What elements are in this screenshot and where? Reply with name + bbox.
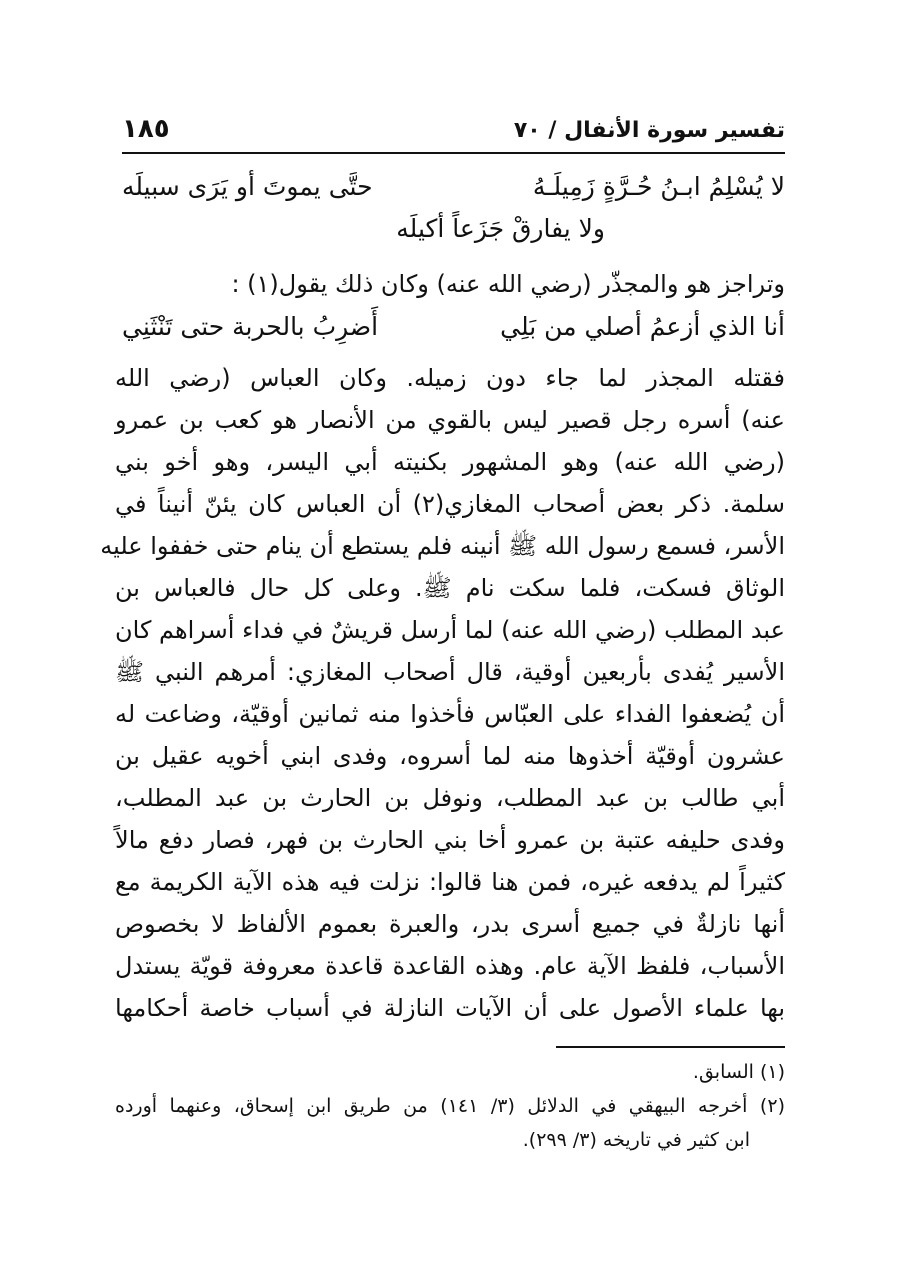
body-line: الأسر، فسمع رسول الله ﷺ أنينه فلم يستطع أن ينام حتى خففوا عليه [100, 532, 785, 560]
body-line: أن يُضعفوا الفداء على العبّاس فأخذوا منه ثمانين أوقيّة، وضاعت له [115, 700, 785, 728]
footnote-1: (١) السابق. [692, 1061, 785, 1083]
poetry-verse-2 [122, 312, 785, 356]
body-line: وفدى حليفه عتبة بن عمرو أخا بني الحارث بن فهر، فصار دفع مالاً [115, 826, 785, 854]
page-number: ١٨٥ [122, 114, 170, 144]
body-line: كثيراً لم يدفعه غيره، فمن هنا قالوا: نزلت فيه هذه الآية الكريمة مع [115, 868, 785, 896]
poetry-verse-1 [122, 172, 785, 216]
verse-2-first-hemistich: أنا الذي أزعمُ أصلي من بَلِي [500, 312, 785, 341]
running-title: تفسير سورة الأنفال / ٧٠ [513, 118, 785, 143]
body-line: بها علماء الأصول على أن الآيات النازلة في أسباب خاصة أحكامها [115, 994, 785, 1022]
body-line: سلمة. ذكر بعض أصحاب المغازي(٢) أن العباس كان يئنّ أنيناً في [115, 490, 785, 518]
page-header [122, 112, 785, 154]
body-line: الأسير يُفدى بأربعين أوقية، قال أصحاب المغازي: أمرهم النبي ﷺ [115, 658, 785, 686]
body-line: الأسباب، فلفظ الآية عام. وهذه القاعدة قاعدة معروفة قويّة يستدل [115, 952, 785, 980]
body-line: أنها نازلةٌ في جميع أسرى بدر، والعبرة بعموم الألفاظ لا بخصوص [115, 910, 785, 938]
footnote-2-line-2: ابن كثير في تاريخه (٣/ ٢٩٩). [522, 1129, 750, 1151]
footnote-separator [556, 1046, 785, 1048]
body-line: عنه) أسره رجل قصير ليس بالقوي من الأنصار هو كعب بن عمرو [115, 406, 785, 434]
body-line: (رضي الله عنه) وهو المشهور بكنيته أبي اليسر، وهو أخو بني [115, 448, 785, 476]
body-line: عبد المطلب (رضي الله عنه) لما أرسل قريشٌ في فداء أسراهم كان [115, 616, 785, 644]
poetry-verse-1-continuation [122, 214, 785, 258]
verse-1-second-hemistich: حتَّى يموتَ أو يَرَى سبيلَه [122, 172, 373, 201]
body-line: أبي طالب بن عبد المطلب، ونوفل بن الحارث بن عبد المطلب، [115, 784, 785, 812]
rajaz-intro-line: وتراجز هو والمجذّر (رضي الله عنه) وكان ذلك يقول(١) : [231, 270, 785, 298]
verse-2-second-hemistich: أَضرِبُ بالحربة حتى تَنْثَنِي [122, 312, 379, 341]
body-line: عشرون أوقيّة أخذوها منه لما أسروه، وفدى ابني أخويه عقيل بن [115, 742, 785, 770]
verse-1-continuation-text: ولا يفارقْ جَزَعاً أكيلَه [396, 214, 605, 243]
footnote-2-line-1: (٢) أخرجه البيهقي في الدلائل (٣/ ١٤١) من طريق ابن إسحاق، وعنهما أورده [115, 1095, 785, 1117]
body-line: فقتله المجذر لما جاء دون زميله. وكان العباس (رضي الله [115, 364, 785, 392]
verse-1-first-hemistich: لا يُسْلِمُ ابـنُ حُـرَّةٍ زَمِيلَـهُ [532, 172, 785, 201]
body-line: الوثاق فسكت، فلما سكت نام ﷺ. وعلى كل حال فالعباس بن [115, 574, 785, 602]
